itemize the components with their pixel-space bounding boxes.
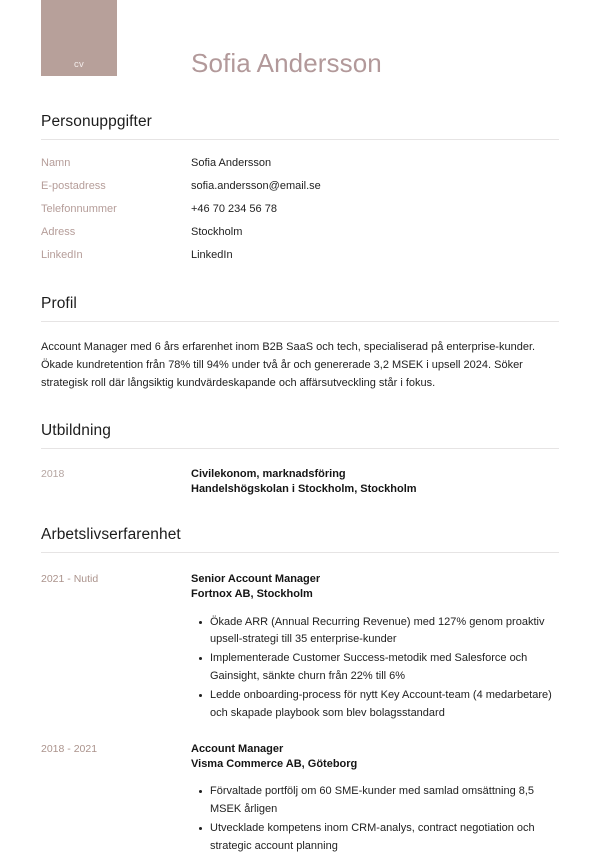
education-degree: Civilekonom, marknadsföring (191, 468, 346, 481)
section-divider (41, 448, 559, 449)
cv-logo-label: cv (73, 59, 85, 70)
detail-row-adress (41, 226, 559, 238)
detail-label: Telefonnummer (41, 203, 117, 215)
work-experience-section (0, 526, 600, 856)
section-heading-profile: Profil (41, 295, 77, 312)
education-entry (41, 467, 559, 496)
work-entry-date: 2021 - Nutid (41, 573, 99, 586)
work-bullet-list (191, 614, 559, 723)
detail-value: Sofia Andersson (191, 157, 272, 169)
section-divider (41, 321, 559, 322)
education-section (0, 422, 600, 496)
work-bullet-list (191, 783, 559, 855)
detail-row-telefonnummer (41, 203, 559, 215)
work-company: Fortnox AB, Stockholm (191, 587, 313, 600)
work-bullet: Implementerade Customer Success-metodik med Salesforce och Gainsight, sänkte churn från 22% till 6% (191, 650, 559, 686)
detail-value-linkedin[interactable]: LinkedIn (191, 249, 233, 261)
work-bullet: Förvaltade portfölj om 60 SME-kunder med samlad omsättning 8,5 MSEK årligen (191, 783, 559, 819)
detail-row-linkedin (41, 249, 559, 261)
personal-details-table (41, 157, 559, 261)
page-title: Sofia Andersson (191, 48, 382, 78)
work-entry (41, 572, 559, 723)
section-divider (41, 139, 559, 140)
personal-details-section (0, 113, 600, 261)
detail-label: LinkedIn (41, 249, 83, 261)
detail-label: E-postadress (41, 180, 106, 192)
education-school: Handelshögskolan i Stockholm, Stockholm (191, 482, 417, 495)
detail-value: +46 70 234 56 78 (191, 203, 277, 215)
work-entry-date: 2018 - 2021 (41, 743, 98, 756)
cv-logo-block (41, 0, 117, 76)
education-entry-body (191, 467, 559, 496)
work-role: Account Manager (191, 743, 284, 756)
work-bullet: Ledde onboarding-process för nytt Key Account-team (4 medarbetare) och skapade playbook som blev bolagsstandard (191, 687, 559, 723)
section-heading-work: Arbetslivserfarenhet (41, 526, 181, 544)
work-entry-body (191, 742, 559, 856)
work-bullet: Ökade ARR (Annual Recurring Revenue) med 127% genom proaktiv upsell-strategi till 35 enterprise-kunder (191, 614, 559, 650)
detail-row-epostadress (41, 180, 559, 192)
education-entry-date: 2018 (41, 468, 65, 481)
work-role: Senior Account Manager (191, 573, 321, 586)
section-heading-personal: Personuppgifter (41, 113, 152, 130)
detail-value: sofia.andersson@email.se (191, 180, 321, 192)
work-bullet: Utvecklade kompetens inom CRM-analys, contract negotiation och strategic account planning (191, 820, 559, 856)
work-entry-body (191, 572, 559, 723)
section-divider (41, 552, 559, 553)
work-company: Visma Commerce AB, Göteborg (191, 757, 358, 770)
detail-label: Namn (41, 157, 71, 169)
detail-label: Adress (41, 226, 76, 238)
profile-summary-text: Account Manager med 6 års erfarenhet inom B2B SaaS och tech, specialiserad på enterprise-kunder. Ökade kundretention från 78% till 94% under två år och genererade 3,2 MSEK i upsell 2024. Söker strategisk roll där långsiktig kundvärdeskapande och affärsutveckling står i fokus. (41, 341, 536, 389)
cv-header (0, 0, 600, 100)
detail-value: Stockholm (191, 226, 243, 238)
work-entry (41, 742, 559, 856)
profile-section (0, 295, 600, 392)
detail-row-namn (41, 157, 559, 169)
section-heading-education: Utbildning (41, 422, 111, 440)
